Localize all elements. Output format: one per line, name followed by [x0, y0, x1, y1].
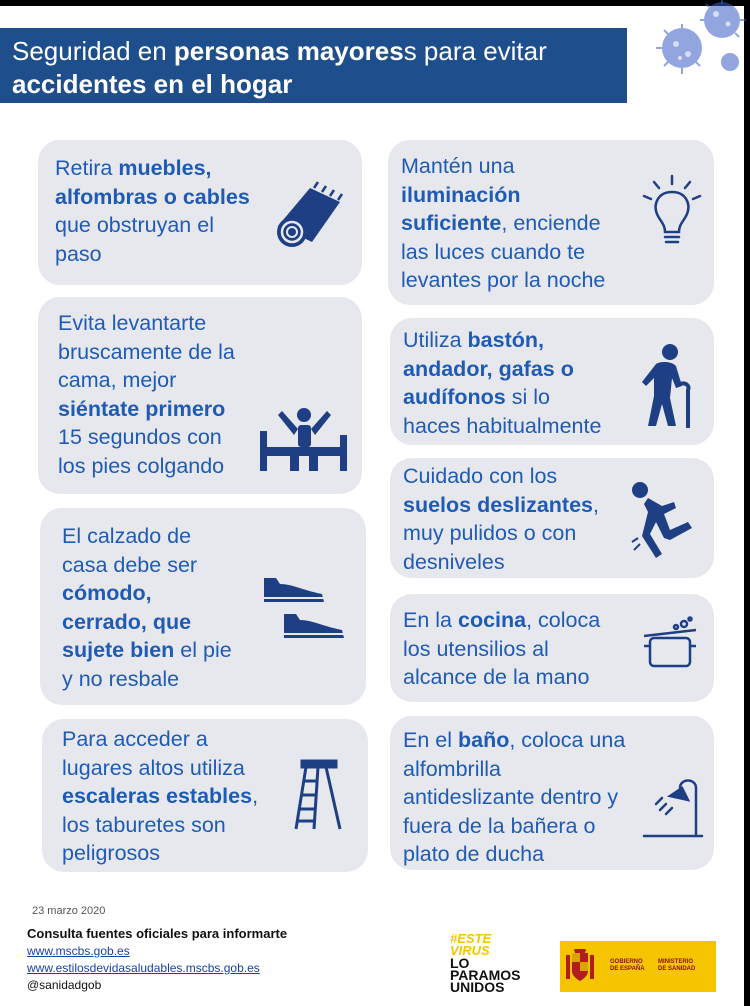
page-title: [0, 28, 627, 103]
card-walking-aids: [390, 318, 714, 445]
link-estilos-vida[interactable]: www.estilosdevidasaludables.mscbs.gob.es: [27, 961, 260, 975]
card-text: En el baño, coloca una alfombrilla antideslizante dentro y fuera de la bañera o plato de ducha: [403, 728, 626, 866]
title-text-1: Seguridad en: [12, 36, 174, 66]
card-bathroom: [390, 716, 714, 870]
card-text: Cuidado con los suelos deslizantes, muy pulidos o con desniveles: [403, 464, 599, 574]
card-text: Para acceder a lugares altos utiliza escaleras estables, los taburetes son peligrosos: [62, 727, 259, 865]
card-ladders: [42, 719, 368, 872]
ministry-line-2: DE SANIDAD: [658, 966, 696, 972]
ministry-line-1: MINISTERIO: [658, 959, 694, 965]
link-mscbs[interactable]: www.mscbs.gob.es: [27, 944, 130, 958]
government-logo: [560, 941, 716, 992]
footer-heading: Consulta fuentes oficiales para informarte: [27, 926, 288, 941]
spain-coat-of-arms-icon: [566, 949, 594, 983]
title-line-2: accidentes en el hogar: [12, 69, 293, 99]
card-kitchen: [390, 594, 714, 702]
card-getting-up: [38, 297, 362, 494]
right-border: [744, 0, 750, 1006]
campaign-line-3: LO: [450, 955, 470, 971]
campaign-line-5: UNIDOS: [450, 979, 505, 995]
person-slipping-icon: [630, 478, 702, 558]
card-lighting: [388, 140, 714, 305]
gov-line-1: GOBIERNO: [610, 959, 643, 965]
ladder-icon: [292, 759, 348, 831]
top-border: [0, 0, 750, 6]
card-text: En la cocina, coloca los utensilios al alcance de la mano: [403, 608, 601, 689]
card-text: Retira muebles, alfombras o cables que obstruyan el paso: [55, 156, 250, 266]
card-text: Utiliza bastón, andador, gafas o audífonos si lo haces habitualmente: [403, 328, 602, 438]
title-text-2: s para evitar: [403, 36, 547, 66]
virus-icon: [652, 0, 750, 82]
campaign-line-4: PARAMOS: [450, 967, 521, 983]
twitter-handle: @sanidadgob: [27, 978, 102, 992]
cooking-pot-icon: [642, 614, 700, 670]
card-text: Evita levantarte bruscamente de la cama, mejor siéntate primero 15 segundos con los pies colgando: [58, 311, 235, 478]
card-slippery-floors: [390, 458, 714, 578]
card-remove-furniture: [38, 140, 362, 285]
elderly-with-cane-icon: [642, 342, 696, 430]
rolled-rug-icon: [272, 178, 346, 250]
title-bold: personas mayores: [173, 36, 404, 66]
light-bulb-icon: [640, 174, 704, 250]
card-text: Mantén una iluminación suficiente, enciende las luces cuando te levantes por la noche: [401, 154, 606, 292]
card-footwear: [40, 508, 366, 705]
shower-icon: [638, 774, 710, 842]
gov-line-2: DE ESPAÑA: [610, 966, 645, 972]
publication-date: 23 marzo 2020: [32, 905, 106, 917]
person-sitting-bed-icon: [258, 407, 350, 473]
campaign-logo: [450, 933, 521, 993]
card-text: El calzado de casa debe ser cómodo, cerrado, que sujete bien el pie y no resbale: [62, 524, 232, 691]
shoes-icon: [262, 574, 346, 644]
campaign-line-2: VIRUS: [450, 943, 490, 958]
campaign-line-1: #ESTE: [450, 931, 492, 946]
